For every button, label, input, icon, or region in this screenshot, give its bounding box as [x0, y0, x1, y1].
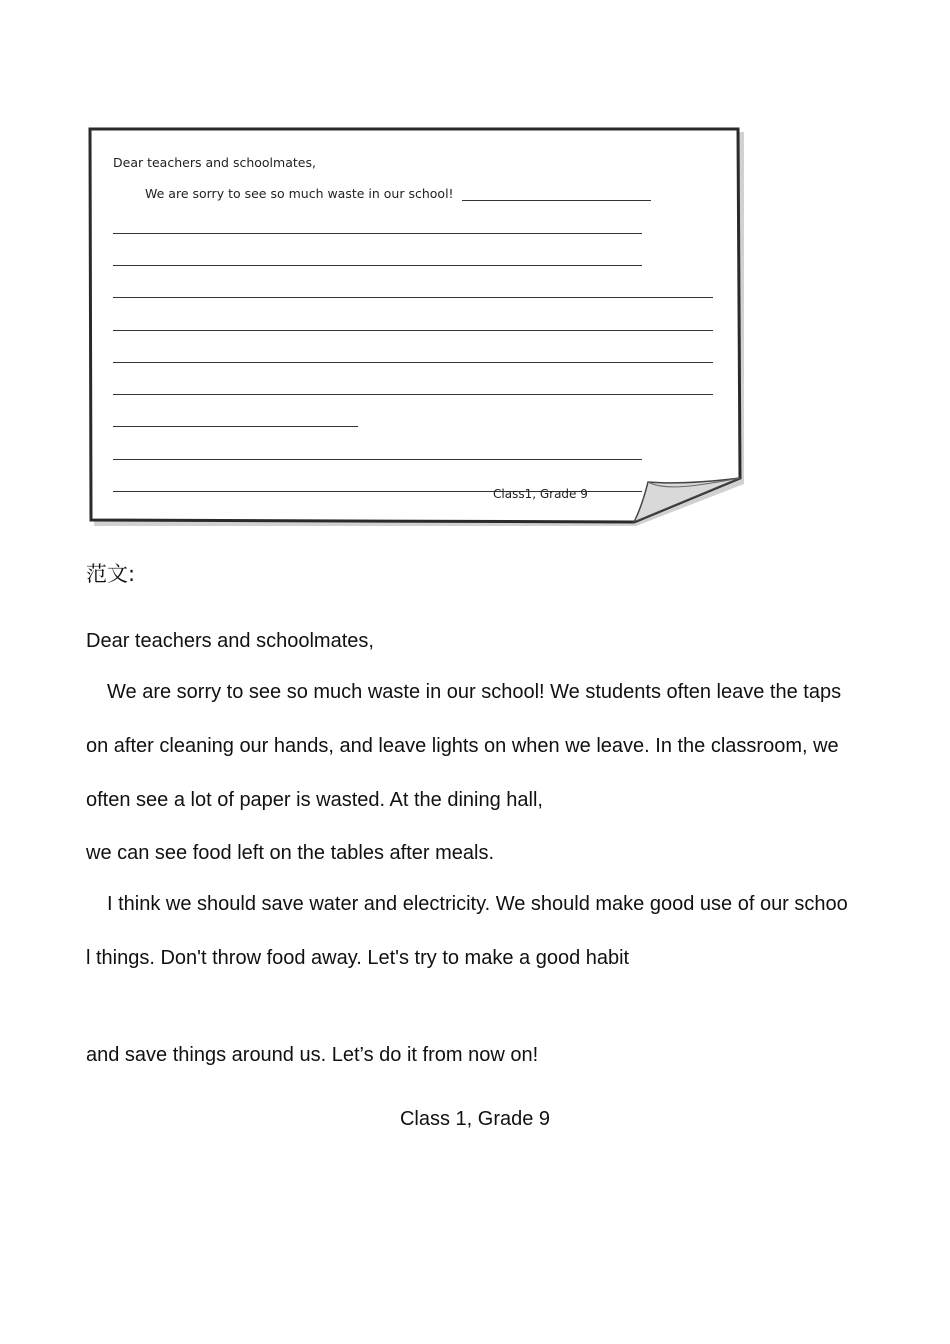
essay-line: often see a lot of paper is wasted. At the dining hall, — [86, 789, 543, 811]
writing-line — [462, 200, 651, 201]
writing-line — [113, 265, 642, 266]
card-signature: Class1, Grade 9 — [493, 487, 588, 501]
essay-line: l things. Don't throw food away. Let's try to make a good habit — [86, 947, 630, 969]
writing-line — [113, 297, 713, 298]
writing-line — [113, 233, 642, 234]
model-essay-label: 范文: — [86, 562, 136, 586]
essay-greeting: Dear teachers and schoolmates, — [86, 630, 374, 652]
essay-line: I think we should save water and electricity. We should make good use of our schoo — [107, 893, 848, 915]
writing-line — [113, 330, 713, 331]
essay-line: and save things around us. Let’s do it from now on! — [86, 1044, 539, 1066]
writing-line — [113, 459, 642, 460]
card-greeting: Dear teachers and schoolmates, — [113, 155, 316, 170]
card-first-line: We are sorry to see so much waste in our school! — [145, 186, 454, 201]
essay-line: on after cleaning our hands, and leave lights on when we leave. In the classroom, we — [86, 735, 839, 757]
writing-line — [113, 362, 713, 363]
writing-paper-card — [88, 126, 744, 528]
essay-line: We are sorry to see so much waste in our school! We students often leave the taps — [107, 681, 842, 703]
writing-line — [113, 394, 713, 395]
essay-line: we can see food left on the tables after meals. — [86, 842, 495, 864]
writing-line — [113, 426, 358, 427]
essay-signature: Class 1, Grade 9 — [399, 1108, 551, 1130]
